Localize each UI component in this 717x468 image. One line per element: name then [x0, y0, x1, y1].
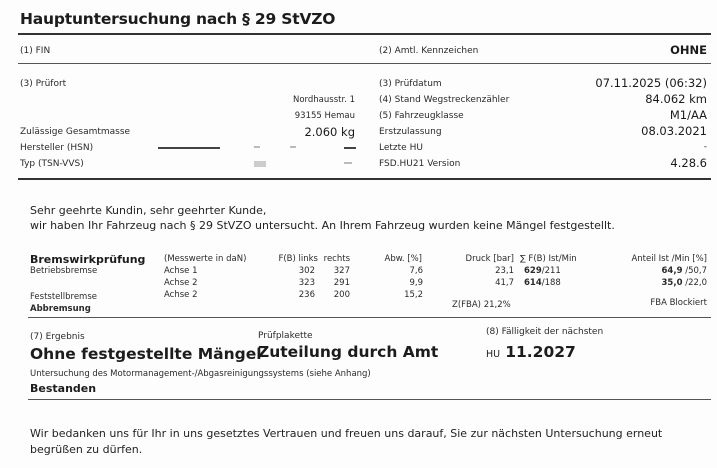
intro-statement: wir haben Ihr Fahrzeug nach § 29 StVZO untersucht. An Ihrem Fahrzeug wurden keine Mängel festgestellt.	[30, 219, 615, 232]
pruefort-city: 93155 Hemau	[294, 111, 355, 121]
pruefort-street: Nordhausstr. 1	[293, 95, 355, 105]
result-divider	[28, 399, 711, 400]
brake-row-druck: 41,7	[495, 278, 514, 288]
brake-col-rechts: rechts	[323, 254, 350, 264]
intro-salutation: Sehr geehrte Kundin, sehr geehrter Kunde,	[30, 204, 267, 217]
fahrzeugklasse-label: (5) Fahrzeugklasse	[379, 111, 464, 121]
erstzulassung-value: 08.03.2021	[641, 124, 707, 138]
feststellbremse-label: Feststellbremse	[30, 292, 97, 302]
letzte-hu-label: Letzte HU	[379, 143, 423, 153]
wegstrecke-label: (4) Stand Wegstreckenzähler	[379, 95, 510, 105]
pruefort-label: (3) Prüfort	[20, 79, 67, 89]
brake-row-links: 302	[298, 266, 315, 276]
closing-line-2: begrüßen zu dürfen.	[30, 443, 143, 456]
brake-row-sum: 629/211	[524, 266, 561, 276]
fsd-label: FSD.HU21 Version	[379, 159, 461, 169]
redacted-mark	[290, 146, 296, 148]
motor-result: Bestanden	[30, 382, 97, 395]
kennzeichen-value: OHNE	[670, 43, 707, 57]
redacted-typ	[254, 161, 266, 167]
faelligkeit-label: (8) Fälligkeit der nächsten	[486, 327, 604, 337]
kennzeichen-label: (2) Amtl. Kennzeichen	[379, 46, 479, 56]
ergebnis-label: (7) Ergebnis	[30, 332, 85, 342]
brake-title: Bremswirkprüfung	[30, 253, 146, 266]
betriebsbremse-label: Betriebsbremse	[30, 266, 98, 276]
erstzulassung-label: Erstzulassung	[379, 127, 442, 137]
brake-row-druck: 23,1	[495, 266, 514, 276]
ergebnis-value: Ohne festgestellte Mängel	[30, 345, 262, 363]
gesamtmasse-value: 2.060 kg	[304, 125, 355, 139]
brake-row-rechts: 200	[333, 290, 350, 300]
page-title: Hauptuntersuchung nach § 29 StVZO	[20, 10, 336, 28]
brake-divider	[28, 317, 711, 318]
pruefdatum-label: (3) Prüfdatum	[379, 79, 442, 89]
brake-col-druck: Druck [bar]	[465, 254, 514, 264]
title-divider	[18, 33, 711, 35]
brake-row-links: 323	[298, 278, 315, 288]
zfba-value: Z(FBA) 21,2%	[452, 300, 511, 310]
motor-text: Untersuchung des Motormanagement-/Abgasreinigungssystems (siehe Anhang)	[30, 369, 371, 379]
hersteller-label: Hersteller (HSN)	[20, 143, 94, 153]
brake-col-messwerte: (Messwerte in daN)	[164, 254, 247, 264]
faelligkeit-value: 11.2027	[505, 343, 576, 361]
fahrzeugklasse-value: M1/AA	[669, 108, 707, 122]
redacted-hsn	[158, 147, 220, 149]
redacted-mark	[344, 147, 356, 149]
faelligkeit-prefix: HU	[486, 349, 501, 360]
brake-row-anteil: 64,9 /50,7	[661, 266, 707, 276]
brake-row-achse: Achse 1	[164, 266, 198, 276]
brake-col-anteil: Anteil Ist /Min [%]	[631, 254, 707, 264]
fin-label: (1) FIN	[20, 46, 51, 56]
brake-row-links: 236	[298, 290, 315, 300]
row-divider	[18, 63, 711, 64]
brake-col-abw: Abw. [%]	[384, 254, 422, 264]
pruefdatum-value: 07.11.2025 (06:32)	[595, 76, 707, 90]
wegstrecke-value: 84.062 km	[645, 92, 707, 106]
redacted-mark	[254, 146, 260, 148]
brake-row-achse: Achse 2	[164, 290, 198, 300]
fsd-value: 4.28.6	[670, 156, 707, 170]
letzte-hu-value: -	[703, 142, 707, 152]
brake-col-sum: ∑ F(B) Ist/Min	[520, 254, 577, 264]
brake-col-links: F(B) links	[278, 254, 318, 264]
brake-row-sum: 614/188	[524, 278, 561, 288]
brake-row-achse: Achse 2	[164, 278, 198, 288]
pruefplakette-value: Zuteilung durch Amt	[258, 343, 439, 361]
abbremsung-label: Abbremsung	[30, 304, 91, 314]
fba-status: FBA Blockiert	[650, 298, 707, 308]
brake-row-abw: 15,2	[404, 290, 423, 300]
faelligkeit	[486, 342, 576, 361]
typ-label: Typ (TSN-VVS)	[20, 159, 84, 169]
brake-row-abw: 7,6	[409, 266, 423, 276]
brake-row-anteil: 35,0 /22,0	[661, 278, 707, 288]
brake-row-rechts: 291	[333, 278, 350, 288]
brake-row-rechts: 327	[333, 266, 350, 276]
gesamtmasse-label: Zulässige Gesamtmasse	[20, 127, 131, 137]
redacted-mark	[344, 162, 352, 164]
brake-row-abw: 9,9	[409, 278, 423, 288]
closing-line-1: Wir bedanken uns für Ihr in uns gesetztes Vertrauen und freuen uns darauf, Sie zur nächsten Untersuchung erneut	[30, 427, 663, 440]
section-divider	[18, 178, 711, 180]
pruefplakette-label: Prüfplakette	[258, 331, 313, 341]
